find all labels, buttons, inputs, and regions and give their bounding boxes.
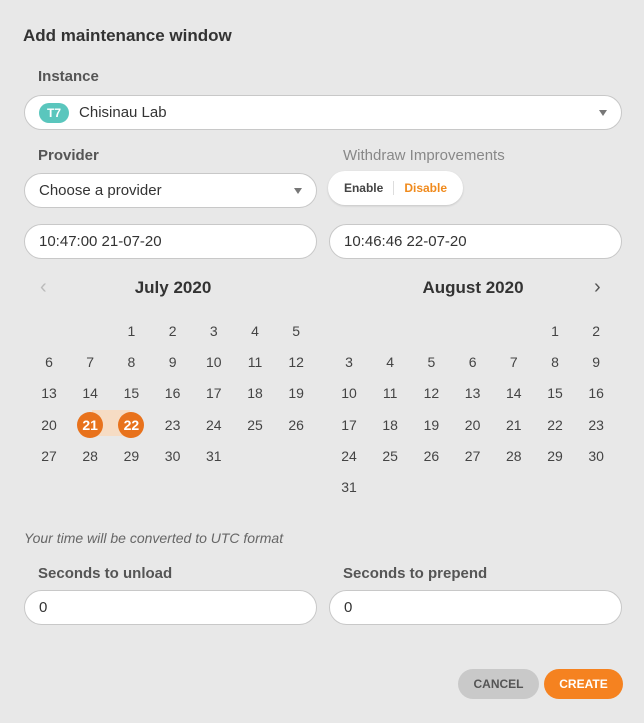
july-day[interactable]: 11 — [247, 354, 263, 371]
july-day[interactable]: 28 — [82, 447, 98, 464]
august-day[interactable]: 24 — [341, 447, 357, 464]
august-day[interactable]: 8 — [551, 354, 559, 371]
july-day[interactable]: 10 — [206, 354, 222, 371]
july-day[interactable]: 8 — [127, 354, 136, 371]
july-day[interactable]: 3 — [209, 323, 218, 339]
instance-badge: T7 — [39, 103, 69, 123]
august-day[interactable]: 7 — [509, 354, 518, 371]
july-day[interactable]: 5 — [292, 323, 301, 339]
july-day[interactable]: 27 — [41, 447, 57, 464]
july-day[interactable]: 18 — [247, 385, 263, 402]
august-day[interactable]: 25 — [382, 447, 398, 464]
july-day[interactable]: 14 — [82, 385, 98, 402]
calendar-left-title: July 2020 — [134, 278, 212, 297]
next-month-icon[interactable]: › — [594, 276, 601, 298]
provider-select[interactable] — [24, 173, 317, 208]
utc-note: Your time will be converted to UTC format — [24, 530, 284, 546]
prepend-value: 0 — [344, 599, 353, 616]
end-datetime-value: 10:46:46 22-07-20 — [344, 233, 467, 250]
withdraw-label: Withdraw Improvements — [343, 147, 505, 164]
august-day[interactable]: 17 — [341, 416, 357, 433]
july-day[interactable]: 22 — [118, 412, 144, 438]
august-day[interactable]: 1 — [551, 323, 559, 339]
july-day[interactable]: 26 — [288, 416, 304, 433]
august-day[interactable]: 6 — [468, 354, 477, 371]
august-day[interactable]: 10 — [341, 385, 357, 402]
july-day[interactable]: 6 — [45, 354, 53, 371]
july-day[interactable]: 21 — [77, 412, 103, 438]
july-day[interactable]: 4 — [251, 323, 259, 339]
july-day[interactable]: 19 — [288, 385, 304, 402]
july-day[interactable]: 7 — [86, 354, 95, 371]
cancel-button[interactable]: CANCEL — [458, 669, 539, 699]
unload-value: 0 — [39, 599, 48, 616]
august-day[interactable]: 13 — [464, 385, 481, 402]
august-day[interactable]: 27 — [464, 447, 481, 464]
august-day[interactable]: 26 — [423, 447, 440, 464]
prepend-label: Seconds to prepend — [343, 565, 488, 582]
unload-input[interactable] — [24, 590, 317, 625]
july-day[interactable]: 9 — [168, 354, 177, 371]
july-day[interactable]: 30 — [164, 447, 181, 464]
july-day[interactable]: 29 — [123, 447, 140, 464]
august-day[interactable]: 11 — [382, 385, 398, 402]
instance-value: Chisinau Lab — [79, 104, 167, 121]
august-day[interactable]: 31 — [341, 479, 357, 495]
chevron-down-icon — [599, 110, 607, 116]
prepend-input[interactable] — [329, 590, 622, 625]
august-day[interactable]: 21 — [506, 416, 522, 433]
august-day[interactable]: 19 — [423, 416, 440, 433]
july-day[interactable]: 24 — [206, 416, 222, 433]
august-day[interactable]: 23 — [588, 416, 604, 433]
july-day[interactable]: 2 — [168, 323, 177, 339]
july-day[interactable]: 1 — [127, 323, 136, 339]
july-day[interactable]: 15 — [123, 385, 140, 402]
august-day[interactable]: 3 — [345, 354, 353, 371]
provider-value: Choose a provider — [39, 182, 162, 199]
august-day[interactable]: 20 — [464, 416, 481, 433]
august-day[interactable]: 22 — [547, 416, 563, 433]
august-day[interactable]: 15 — [547, 385, 563, 402]
july-day[interactable]: 20 — [41, 416, 57, 433]
instance-label: Instance — [38, 68, 99, 85]
july-day[interactable]: 31 — [206, 447, 222, 464]
august-day[interactable]: 29 — [547, 447, 563, 464]
august-day[interactable]: 30 — [588, 447, 604, 464]
august-day[interactable]: 9 — [592, 354, 601, 371]
august-day[interactable]: 16 — [588, 385, 604, 402]
create-button[interactable]: CREATE — [544, 669, 623, 699]
july-day[interactable]: 12 — [288, 354, 304, 371]
end-datetime-input[interactable] — [329, 224, 622, 259]
prev-month-icon[interactable]: ‹ — [40, 276, 47, 298]
chevron-down-icon — [294, 188, 302, 194]
calendar-right-title: August 2020 — [422, 278, 524, 297]
start-datetime-value: 10:47:00 21-07-20 — [39, 233, 162, 250]
provider-label: Provider — [38, 147, 99, 164]
july-day[interactable]: 17 — [206, 385, 222, 402]
july-day[interactable]: 13 — [41, 385, 57, 402]
july-day[interactable]: 16 — [164, 385, 181, 402]
august-day[interactable]: 12 — [423, 385, 440, 402]
august-day[interactable]: 4 — [386, 354, 395, 371]
unload-label: Seconds to unload — [38, 565, 173, 582]
august-day[interactable]: 14 — [506, 385, 522, 402]
july-day[interactable]: 23 — [164, 416, 181, 433]
august-day[interactable]: 18 — [382, 416, 398, 433]
start-datetime-input[interactable] — [24, 224, 317, 259]
withdraw-toggle[interactable] — [328, 171, 463, 205]
july-day[interactable]: 25 — [247, 416, 263, 433]
withdraw-enable-option[interactable]: Enable — [334, 181, 394, 195]
withdraw-disable-option[interactable]: Disable — [404, 181, 448, 195]
august-day[interactable]: 5 — [427, 354, 436, 371]
dialog-title: Add maintenance window — [23, 26, 232, 45]
instance-select[interactable] — [24, 95, 622, 130]
august-day[interactable]: 2 — [592, 323, 601, 339]
august-day[interactable]: 28 — [506, 447, 522, 464]
